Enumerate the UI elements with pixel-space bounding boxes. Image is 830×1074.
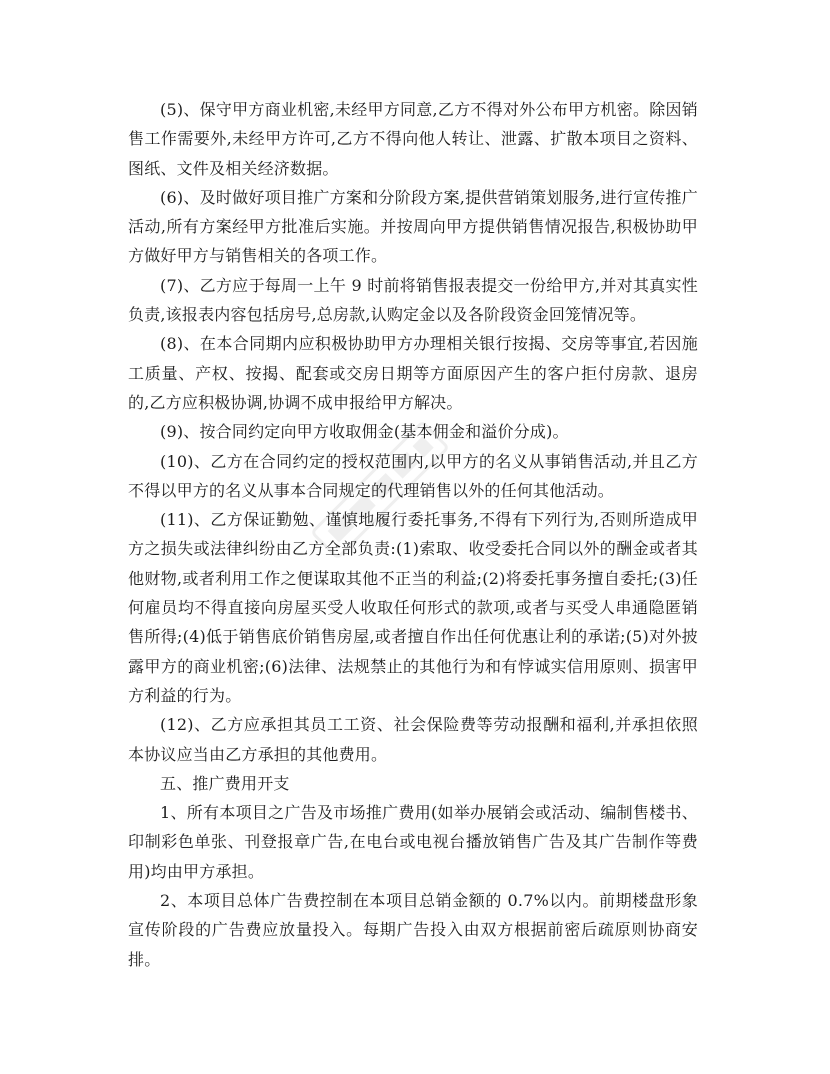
section-item-2: 2、本项目总体广告费控制在本项目总销金额的 0.7%以内。前期楼盘形象宣传阶段的广告费应放量投入。每期广告投入由双方根据前密后疏原则协商安排。 — [128, 891, 698, 969]
section-heading: 五、推广费用开支 — [160, 773, 290, 793]
clause-10: (10)、乙方在合同约定的授权范围内,以甲方的名义从事销售活动,并且乙方不得以甲方的名义从事本合同规定的代理销售以外的任何其他活动。 — [128, 451, 698, 500]
clause-12: (12)、乙方应承担其员工工资、社会保险费等劳动报酬和福利,并承担依照本协议应当由乙方承担的其他费用。 — [128, 715, 698, 764]
clause-9: (9)、按合同约定向甲方收取佣金(基本佣金和溢价分成)。 — [160, 422, 569, 442]
clause-7: (7)、乙方应于每周一上午 9 时前将销售报表提交一份给甲方,并对其真实性负责,该报表内容包括房号,总房款,认购定金以及各阶段资金回笼情况等。 — [128, 275, 698, 325]
clause-5: (5)、保守甲方商业机密,未经甲方同意,乙方不得对外公布甲方机密。除因销售工作需要外,未经甲方许可,乙方不得向他人转让、泄露、扩散本项目之资料、图纸、文件及相关经济数据。 — [128, 100, 698, 178]
document-body — [128, 95, 698, 974]
section-item-1: 1、所有本项目之广告及市场推广费用(如举办展销会或活动、编制售楼书、印制彩色单张、刊登报章广告,在电台或电视台播放销售广告及其广告制作等费用)均由甲方承担。 — [128, 803, 698, 881]
clause-6: (6)、及时做好项目推广方案和分阶段方案,提供营销策划服务,进行宣传推广活动,所有方案经甲方批准后实施。并按周向甲方提供销售情况报告,积极协助甲方做好甲方与销售相关的各项工作。 — [128, 187, 698, 266]
clause-11: (11)、乙方保证勤勉、谨慎地履行委托事务,不得有下列行为,否则所造成甲方之损失或法律纠纷由乙方全部负责:(1)索取、收受委托合同以外的酬金或者其他财物,或者利用工作之便谋取其他不正当的利益;(2)将委托事务擅自委托;(3)任何雇员均不得直接向房屋买受人收取任何形式的款项,或者与买受人串通隐匿销售所得;(4)低于销售底价销售房屋,或者擅自作出任何优惠让利的承诺;(5)对外披露甲方的商业机密;(6)法律、法规禁止的其他行为和有悖诚实信用原则、损害甲方利益的行为。 — [128, 510, 698, 705]
clause-8: (8)、在本合同期内应积极协助甲方办理相关银行按揭、交房等事宜,若因施工质量、产权、按揭、配套或交房日期等方面原因产生的客户拒付房款、退房的,乙方应积极协调,协调不成申报给甲方解决。 — [128, 334, 698, 412]
